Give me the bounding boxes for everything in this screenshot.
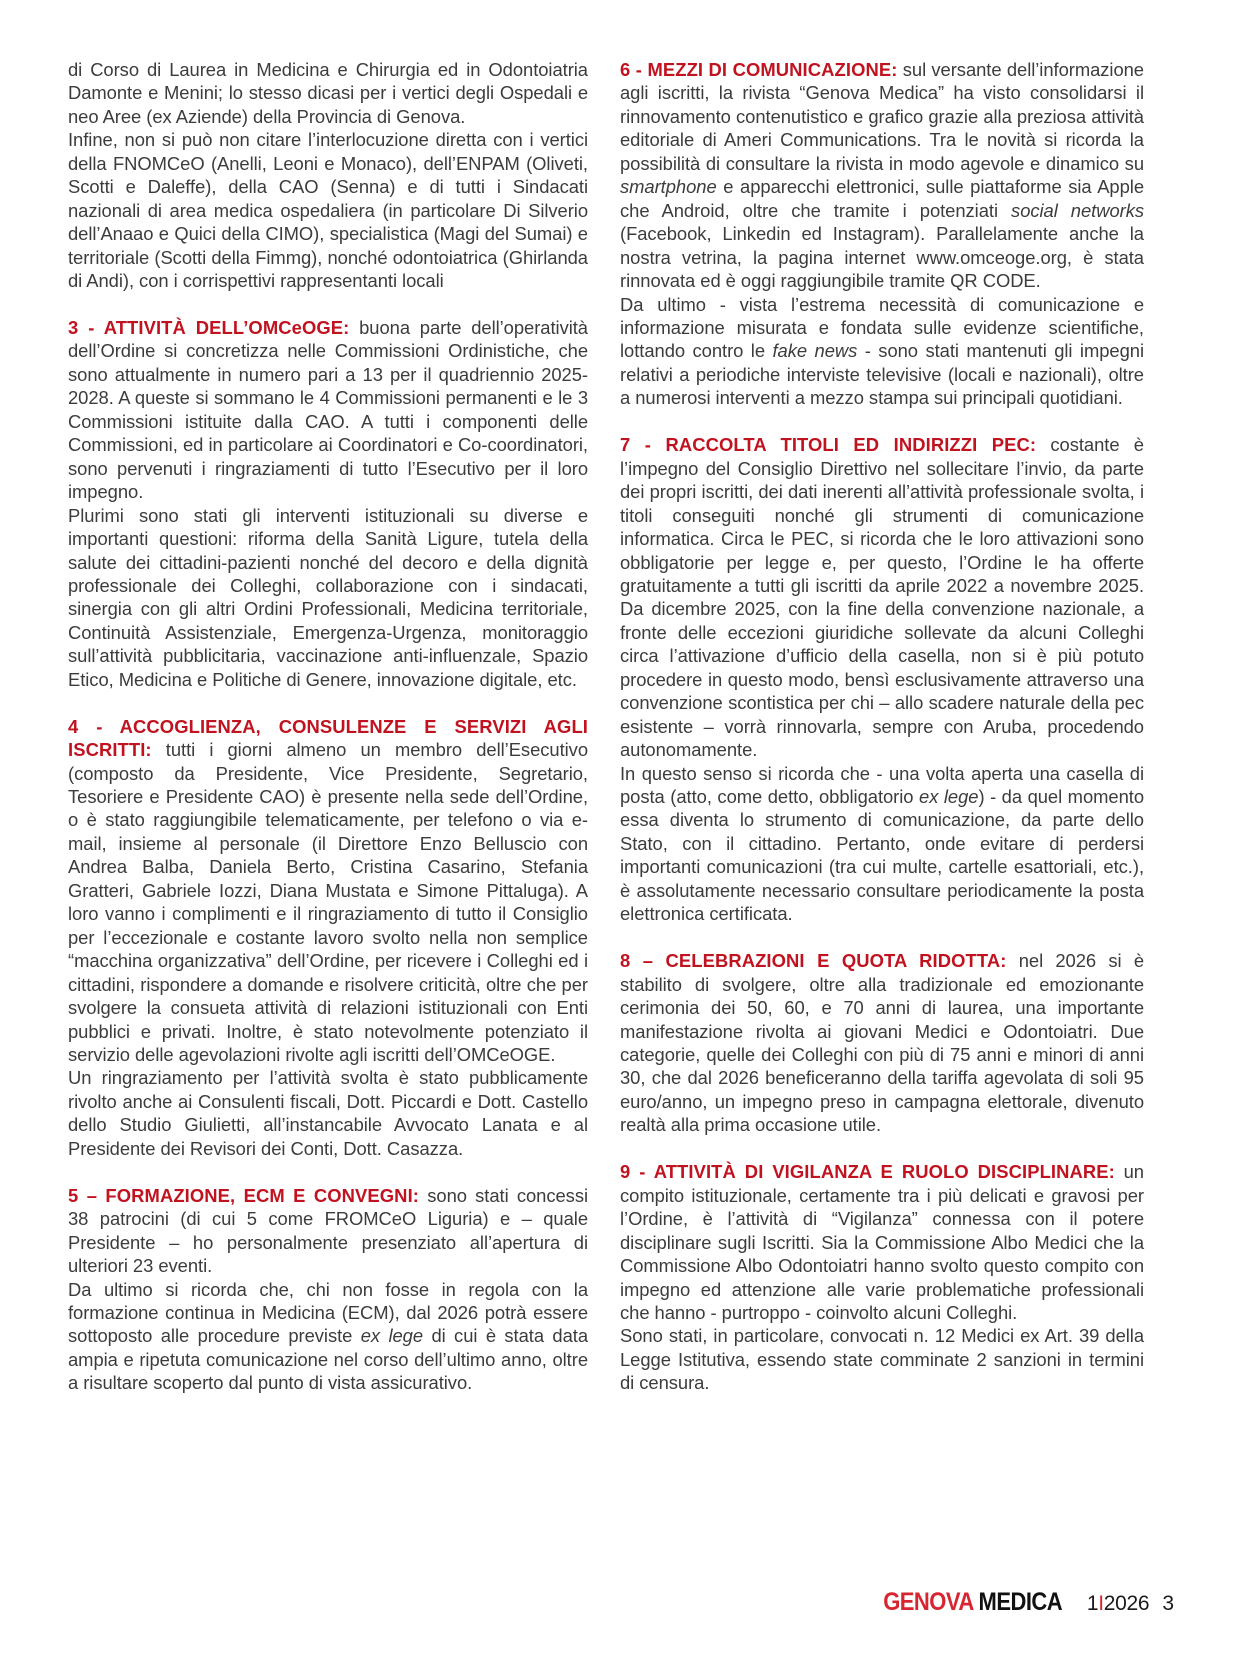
section-5-body: sono stati concessi 38 patrocini (di cui 5 come FROMCeO Liguria) e – quale Presidente – ho personalmente presenziato all’apertura di ulteriori 23 eventi. <box>68 1184 588 1277</box>
section-3-heading: 3 - ATTIVITÀ DELL’OMCeOGE: <box>68 316 350 338</box>
paragraph-9b: Sono stati, in particolare, convocati n. 12 Medici ex Art. 39 della Legge Istitutiva, essendo state comminate 2 sanzioni in termini di censura. <box>620 1325 1144 1394</box>
genova-medica-logo <box>883 1588 1062 1617</box>
section-7-heading: 7 - RACCOLTA TITOLI ED INDIRIZZI PEC: <box>620 434 1037 456</box>
section-9-body: un compito istituzionale, certamente tra i più delicati e gravosi per l’Ordine, è l’attività di “Vigilanza” connessa con il potere disciplinare sugli Iscritti. Sia la Commissione Albo Medici che la Commissione Albo Odontoiatri hanno svolto questo compito con impegno ed attenzione alle varie problematiche professionali che hanno - purtroppo - coinvolto alcuni Colleghi. <box>620 1161 1144 1323</box>
italic-run: social networks <box>1011 199 1144 221</box>
issue-year: 2026 <box>1103 1592 1150 1615</box>
logo-word-medica: MEDICA <box>978 1588 1062 1616</box>
italic-run: smartphone <box>620 176 717 198</box>
text-run: sul versante dell’informazione agli iscritti, la rivista “Genova Medica” ha visto consolidarsi il rinnovamento contenutistico e grafico grazie alla preziosa attività editoriale di Ameri Communications. Tra le novità si ricorda la possibilità di consultare la rivista in modo agevole e dinamico su <box>620 59 1144 174</box>
right-column <box>620 58 1144 1498</box>
logo-word-genova: GENOVA <box>882 1588 973 1616</box>
section-8-celebrazioni-quota-ridotta <box>620 949 1144 1137</box>
page-footer <box>871 1588 1175 1617</box>
section-5-heading: 5 – FORMAZIONE, ECM E CONVEGNI: <box>68 1184 420 1206</box>
section-9-heading: 9 - ATTIVITÀ DI VIGILANZA E RUOLO DISCIPLINARE: <box>620 1161 1115 1183</box>
text-run: In questo senso si ricorda che - una volta aperta una casella di posta (atto, come detto, obbligatorio <box>620 762 1144 808</box>
italic-run: ex lege <box>919 786 979 808</box>
paragraph-3b: Plurimi sono stati gli interventi istituzionali su diverse e importanti questioni: riforma della Sanità Ligure, tutela della salute dei cittadini-pazienti nonché del decoro e della dignità professionale dei Colleghi, collaborazione con i sindacati, sinergia con gli altri Ordini Professionali, Medicina territoriale, Continuità Assistenziale, Emergenza-Urgenza, monitoraggio sull’attività pubblicitaria, vaccinazione anti-influenzale, Spazio Etico, Medicina e Politiche di Genere, innovazione digitale, etc. <box>68 504 588 690</box>
italic-run: ex lege <box>360 1325 424 1347</box>
section-5-formazione <box>68 1184 588 1278</box>
italic-run: fake news <box>772 340 858 362</box>
issue-separator: I <box>1098 1592 1104 1615</box>
issue-label <box>1087 1592 1149 1616</box>
paragraph-5b <box>68 1278 588 1395</box>
section-4-heading: 4 - ACCOGLIENZA, CONSULENZE E SERVIZI AGLI ISCRITTI: <box>68 715 588 761</box>
text-run: (Facebook, Linkedin ed Instagram). Parallelamente anche la nostra vetrina, la pagina internet www.omceoge.org, è stata rinnovata ed è oggi raggiungibile tramite QR CODE. <box>620 223 1144 292</box>
section-4-accoglienza <box>68 715 588 1067</box>
section-9-vigilanza-disciplinare <box>620 1160 1144 1324</box>
section-8-body: nel 2026 si è stabilito di svolgere, oltre alla tradizionale ed emozionante cerimonia dei 50, 60, e 70 anni di laurea, una importante manifestazione rivolta ai giovani Medici e Odontoiatri. Due categorie, quelle dei Colleghi con più di 75 anni e minori di anni 30, che dal 2026 beneficeranno della tariffa agevolata di soli 95 euro/anno, un impegno preso in campagna elettorale, divenuto realtà alla prima occasione utile. <box>620 950 1145 1136</box>
issue-number: 1 <box>1086 1592 1099 1615</box>
text-run: Da ultimo si ricorda che, chi non fosse in regola con la formazione continua in Medicina (ECM), dal 2026 potrà essere sottoposto alle procedure previste <box>68 1278 588 1347</box>
text-run: e apparecchi elettronici, sulle piattaforme sia Apple che Android, oltre che tramite i potenziati <box>620 176 1144 221</box>
paragraph-4b: Un ringraziamento per l’attività svolta è stato pubblicamente rivolto anche ai Consulenti fiscali, Dott. Piccardi e Dott. Castello dello Studio Giulietti, all’instancabile Avvocato Lanata e al Presidente dei Revisori dei Conti, Dott. Casazza. <box>68 1067 588 1159</box>
left-column <box>68 58 588 1498</box>
text-run: ) - da quel momento essa diventa lo strumento di comunicazione, da parte dello Stato, con il cittadino. Pertanto, onde evitare di perdersi importanti comunicazioni (tra cui multe, cartelle esattoriali, etc.), è assolutamente necessario consultare periodicamente la posta elettronica certificata. <box>620 786 1144 925</box>
paragraph-6b <box>620 293 1144 410</box>
text-run: di cui è stata data ampia e ripetuta comunicazione nel corso dell’ultimo anno, oltre a risultare scoperto dal punto di vista assicurativo. <box>68 1325 589 1394</box>
section-8-heading: 8 – CELEBRAZIONI E QUOTA RIDOTTA: <box>620 950 1007 972</box>
section-7-body: costante è l’impegno del Consiglio Direttivo nel sollecitare l’invio, da parte dei propri iscritti, dei dati inerenti all’attività professionale svolta, i titoli conseguiti nonché gli strumenti di comunicazione informatica. Circa le PEC, si ricorda che le loro attivazioni sono obbligatorie per legge e, per questo, l’Ordine le ha offerte gratuitamente a tutti gli iscritti da aprile 2022 a novembre 2025. Da dicembre 2025, con la fine della convenzione nazionale, a fronte delle eccezioni giuridiche sollevate da alcuni Colleghi circa l’attivazione d’ufficio della casella, non si è più potuto procedere in questo modo, bensì esclusivamente attraverso una convenzione scontistica per chi – allo scadere naturale della pec esistente – vorrà rinnovarla, sempre con Aruba, procedendo autonomamente. <box>620 434 1144 761</box>
text-run: - sono stati mantenuti gli impegni relativi a periodiche interviste televisive (locali e nazionali), oltre a numerosi interventi a mezzo stampa sui principali quotidiani. <box>620 340 1144 409</box>
paragraph-7b <box>620 762 1144 926</box>
two-column-body <box>68 58 1172 1498</box>
section-3-body: buona parte dell’operatività dell’Ordine si concretizza nelle Commissioni Ordinistiche, che sono attualmente in numero pari a 13 per il quadriennio 2025-2028. A queste si sommano le 4 Commissioni permanenti e le 3 Commissioni istituite dalla CAO. A tutti i componenti delle Commissioni, ed in particolare ai Coordinatori e Co-coordinatori, sono pervenuti i ringraziamenti di tutto l’Esecutivo per il loro impegno. <box>68 316 588 503</box>
section-4-body: tutti i giorni almeno un membro dell’Esecutivo (composto da Presidente, Vice Presidente, Segretario, Tesoriere e Presidente CAO) è presente nella sede dell’Ordine, o è stato raggiungibile telematicamente, per telefono o via e-mail, insieme al personale (il Direttore Enzo Belluscio con Andrea Balba, Daniela Berto, Cristina Casarino, Stefania Gratteri, Gabriele Iozzi, Diana Mustata e Simone Pittaluga). A loro vanno i complimenti e il ringraziamento di tutto il Consiglio per l’eccezionale e costante lavoro svolto nella non semplice “macchina organizzativa” dell’Ordine, per ricevere i Colleghi ed i cittadini, rispondere a domande e risolvere criticità, oltre che per svolgere la consueta attività di relazioni istituzionali con Enti pubblici e privati. Inoltre, è stato notevolmente potenziato il servizio delle agevolazioni rivolte agli iscritti dell’OMCeOGE. <box>68 739 588 1065</box>
text-run: Da ultimo - vista l’estrema necessità di comunicazione e informazione misurata e fondata sulle evidenze scientifiche, lottando contro le <box>620 293 1144 362</box>
section-7-raccolta-titoli-pec <box>620 433 1144 761</box>
page-number: 3 <box>1162 1592 1174 1615</box>
paragraph-continued-1: di Corso di Laurea in Medicina e Chirurgia ed in Odontoiatria Damonte e Menini; lo stesso dicasi per i vertici degli Ospedali e neo Aree (ex Aziende) della Provincia di Genova. <box>68 59 588 127</box>
section-6-mezzi-comunicazione <box>620 58 1144 293</box>
section-6-heading: 6 - MEZZI DI COMUNICAZIONE: <box>620 59 898 80</box>
section-6-body <box>620 59 1144 291</box>
paragraph-continued-2: Infine, non si può non citare l’interlocuzione diretta con i vertici della FNOMCeO (Anelli, Leoni e Monaco), dell’ENPAM (Oliveti, Scotti e Daleffe), della CAO (Senna) e di tutti i Sindacati nazionali di area medica ospedaliera (in particolare Di Silverio dell’Anaao e Quici della CIMO), specialistica (Magi del Sumai) e territoriale (Scotti della Fimmg), nonché odontoiatrica (Ghirlanda di Andi), con i corrispettivi rappresentanti locali <box>68 129 588 292</box>
section-3-activity-omceoge <box>68 316 588 504</box>
